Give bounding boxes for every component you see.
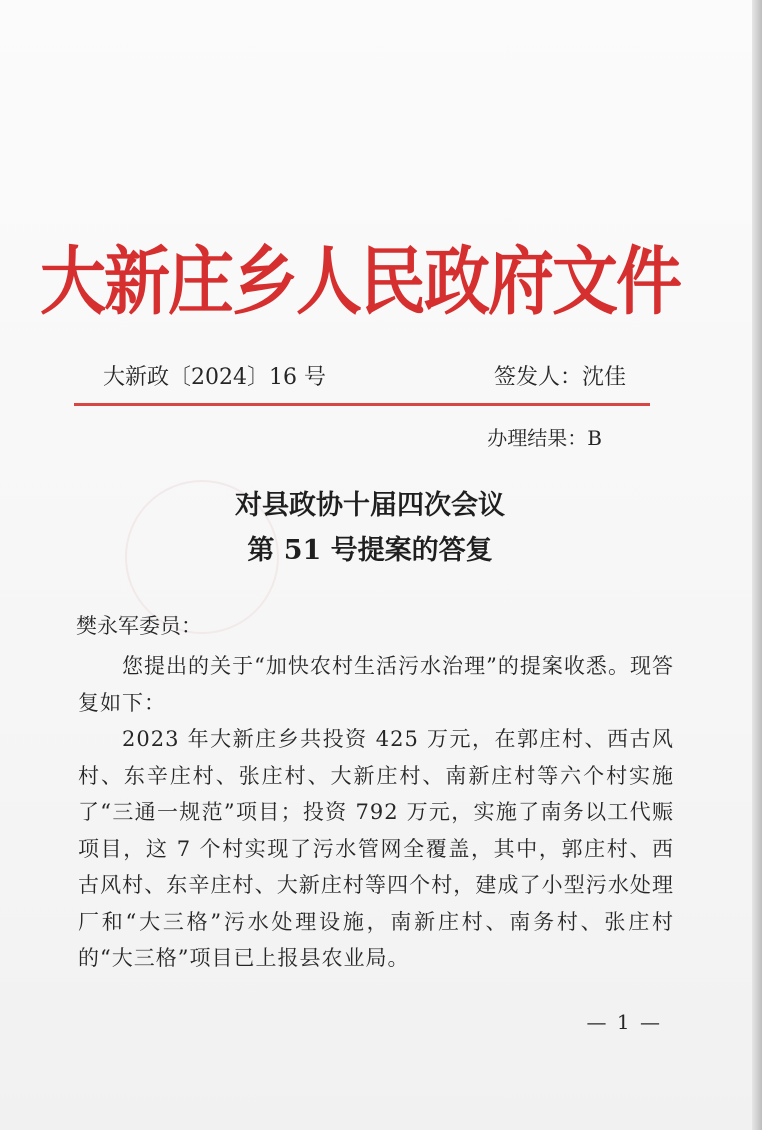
page-number: — 1 — [586,1010,662,1034]
paragraph-2: 2023 年大新庄乡共投资 425 万元，在郭庄村、西古风村、东辛庄村、张庄村、大新庄村、南新庄村等六个村实施了“三通一规范”项目；投资 792 万元，实施了南务以工代赈项目，这 7 个村实现了污水管网全覆盖，其中，郭庄村、西古风村、东辛庄村、大新庄村等四个村，建成了小型污水处理厂和“大三格”污水处理设施，南新庄村、南务村、张庄村的“大三格”项目已上报县农业局。 [78,727,674,970]
salutation: 樊永军委员： [76,614,202,638]
document-header-title: 大新庄乡人民政府文件 [40,238,680,326]
document-signer: 签发人：沈佳 [493,365,626,390]
subject-line-1: 对县政协十届四次会议 [235,490,505,521]
document-number: 大新政〔2024〕16 号 [103,365,326,390]
processing-result: 办理结果：B [487,426,602,450]
subject-line-2: 第 51 号提案的答复 [247,535,493,566]
body-text [78,648,674,977]
page-edge-shadow [752,0,762,1130]
document-subject [0,483,740,573]
paragraph-1: 您提出的关于“加快农村生活污水治理”的提案收悉。现答复如下： [78,654,674,715]
red-divider-line [74,403,650,406]
